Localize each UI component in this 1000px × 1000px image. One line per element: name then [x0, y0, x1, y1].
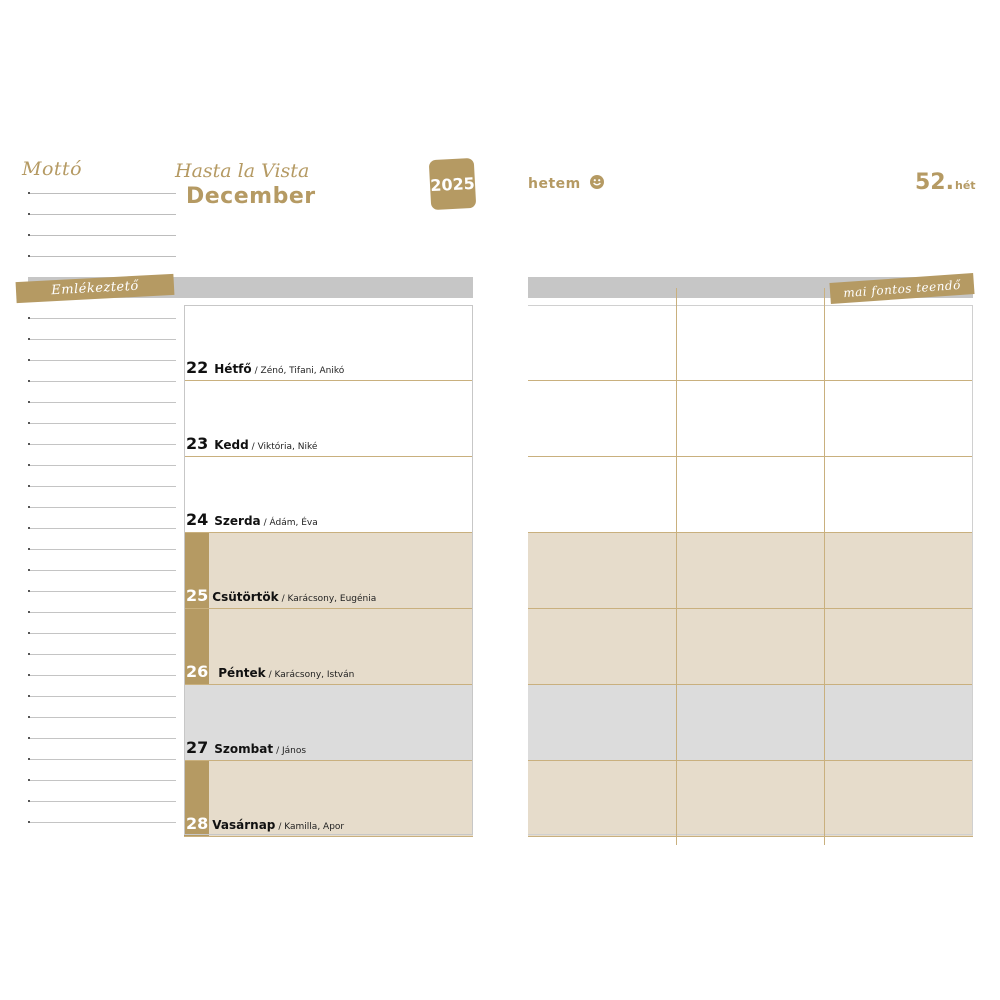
reminder-line[interactable] [28, 339, 176, 340]
day-label [186, 510, 318, 529]
week-suffix: hét [955, 179, 976, 192]
day-label [186, 586, 376, 605]
name-days: / János [276, 746, 307, 756]
reminder-line[interactable] [28, 675, 176, 676]
day-label [186, 434, 317, 453]
day-row-26[interactable] [184, 609, 473, 685]
reminder-line[interactable] [28, 528, 176, 529]
reminder-line[interactable] [28, 591, 176, 592]
motto-line [28, 214, 176, 215]
day-number: 28 [186, 814, 209, 833]
right-grid-border [528, 305, 973, 835]
reminder-line[interactable] [28, 738, 176, 739]
smiley-icon [590, 175, 604, 189]
reminder-line[interactable] [28, 423, 176, 424]
year-text: 2025 [429, 173, 476, 195]
day-row-27[interactable] [184, 685, 473, 761]
important-tasks-label: mai fontos teendő [842, 277, 962, 300]
week-number: 52. [915, 170, 954, 195]
day-number: 22 [186, 358, 209, 377]
reminder-line[interactable] [28, 801, 176, 802]
reminder-line[interactable] [28, 780, 176, 781]
day-name: Csütörtök [212, 590, 279, 604]
reminder-line[interactable] [28, 717, 176, 718]
day-name: Vasárnap [212, 818, 276, 832]
reminder-line[interactable] [28, 507, 176, 508]
column-divider [676, 288, 677, 845]
motto-line [28, 256, 176, 257]
day-row-22[interactable] [184, 305, 473, 381]
year-badge [429, 158, 477, 210]
reminder-line[interactable] [28, 570, 176, 571]
reminder-line[interactable] [28, 654, 176, 655]
day-number: 25 [186, 586, 209, 605]
day-row-28[interactable] [184, 761, 473, 837]
day-label [186, 814, 344, 833]
reminder-line[interactable] [28, 549, 176, 550]
name-days: / Zénó, Tifani, Anikó [254, 366, 345, 376]
reminder-line[interactable] [28, 696, 176, 697]
day-label [186, 358, 344, 377]
motto-line [28, 193, 176, 194]
reminder-line[interactable] [28, 402, 176, 403]
day-row-24[interactable] [184, 457, 473, 533]
reminder-line[interactable] [28, 759, 176, 760]
day-number: 26 [186, 662, 209, 681]
column-divider [824, 288, 825, 845]
day-name: Szombat [214, 742, 274, 756]
reminder-line[interactable] [28, 822, 176, 823]
name-days: / Viktória, Niké [251, 442, 318, 452]
reminder-line[interactable] [28, 381, 176, 382]
reminder-line[interactable] [28, 465, 176, 466]
day-name: Szerda [214, 514, 261, 528]
reminder-tag-label: Emlékeztető [50, 278, 140, 299]
day-number: 24 [186, 510, 209, 529]
reminder-line[interactable] [28, 633, 176, 634]
reminder-line[interactable] [28, 612, 176, 613]
motto-label: Mottó [22, 158, 83, 180]
day-name: Hétfő [214, 362, 252, 376]
day-row-25[interactable] [184, 533, 473, 609]
motto-line [28, 235, 176, 236]
day-name: Péntek [218, 666, 266, 680]
day-label [186, 738, 306, 757]
day-number: 27 [186, 738, 209, 757]
reminder-line[interactable] [28, 360, 176, 361]
reminder-line[interactable] [28, 486, 176, 487]
day-number: 23 [186, 434, 209, 453]
day-label [186, 662, 354, 681]
day-name: Kedd [214, 438, 249, 452]
name-days: / Ádám, Éva [263, 518, 318, 528]
name-days: / Karácsony, Eugénia [281, 594, 377, 604]
motto-text: Hasta la Vista [175, 160, 310, 182]
week-label: hetem [528, 176, 581, 192]
name-days: / Kamilla, Apor [278, 822, 345, 832]
reminder-line[interactable] [28, 318, 176, 319]
reminder-line[interactable] [28, 444, 176, 445]
day-row-23[interactable] [184, 381, 473, 457]
month-title: December [186, 184, 316, 209]
name-days: / Karácsony, István [268, 670, 355, 680]
